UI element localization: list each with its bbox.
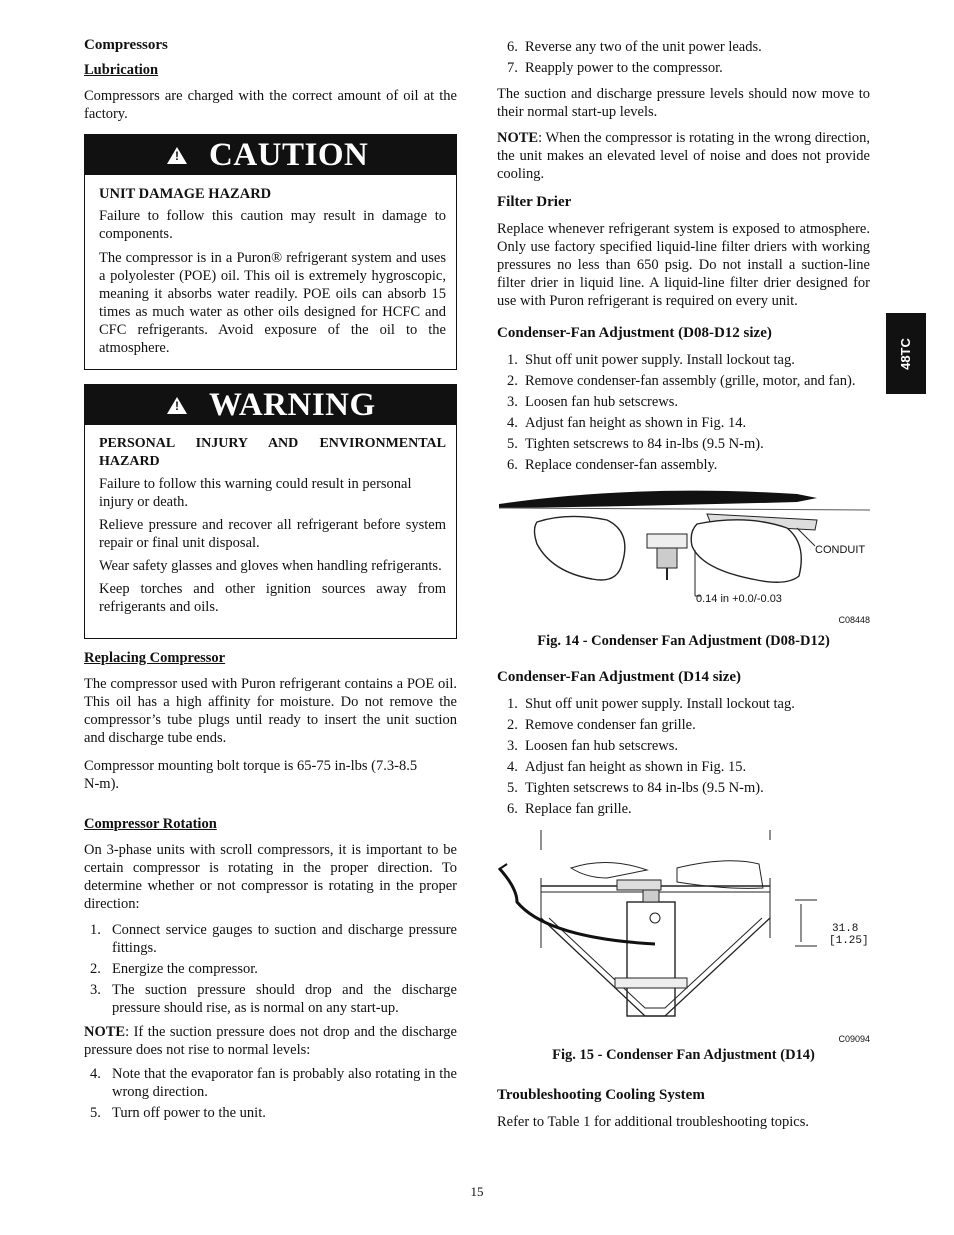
note-suction: NOTE: If the suction pressure does not drop and the discharge pressure does not rise to normal levels: bbox=[84, 1024, 457, 1058]
list-item: 2. Remove condenser fan grille. bbox=[507, 717, 696, 733]
rotation-steps-final bbox=[497, 38, 870, 77]
caution-title: CAUTION bbox=[209, 137, 369, 173]
warning-triangle-icon: ! bbox=[167, 147, 187, 164]
warning-paragraph: Wear safety glasses and gloves when handling refrigerants. bbox=[99, 558, 442, 574]
dimension-mm: 31.8 bbox=[832, 923, 859, 935]
caution-box bbox=[84, 134, 457, 370]
warning-triangle-icon: ! bbox=[167, 397, 187, 414]
list-item: 7. Reapply power to the compressor. bbox=[507, 60, 723, 76]
list-item: 4. Note that the evaporator fan is probably also rotating in the wrong direction. bbox=[90, 1066, 457, 1100]
warning-paragraph: Failure to follow this warning could result in personal injury or death. bbox=[99, 476, 412, 510]
lubrication-text: Compressors are charged with the correct amount of oil at the factory. bbox=[84, 88, 457, 122]
filter-text: Replace whenever refrigerant system is exposed to atmosphere. Only use factory specified liquid-line filter driers with working pressures no less than 650 psig. Do not install a suction-line filter drier in liquid line. A liquid-line filter drier designed for use with Puron refrigerant is required on every unit. bbox=[497, 221, 870, 309]
replacing-heading: Replacing Compressor bbox=[84, 650, 226, 666]
fan1-steps bbox=[497, 351, 870, 474]
list-item: 2. Remove condenser-fan assembly (grille, motor, and fan). bbox=[507, 373, 856, 389]
rotation-text: On 3-phase units with scroll compressors, it is important to be certain compressor is rotating in the proper direction. To determine whether or not compressor is rotating in the proper direction: bbox=[84, 842, 457, 912]
list-item: 6. Reverse any two of the unit power leads. bbox=[507, 39, 762, 55]
warning-banner bbox=[85, 385, 456, 425]
figure-15-caption: Fig. 15 - Condenser Fan Adjustment (D14) bbox=[552, 1047, 815, 1063]
caution-hazard: UNIT DAMAGE HAZARD bbox=[99, 186, 272, 202]
dimension-in: [1.25] bbox=[829, 935, 869, 947]
rotation-steps bbox=[84, 921, 457, 1017]
fan-motor-diagram bbox=[497, 828, 870, 1038]
left-column bbox=[84, 36, 457, 1128]
figure-15 bbox=[497, 828, 870, 1046]
fan2-steps bbox=[497, 695, 870, 818]
figure-14 bbox=[497, 484, 870, 632]
warning-hazard: PERSONAL INJURY AND ENVIRONMENTAL HAZARD bbox=[99, 436, 446, 469]
note-wrong-direction: NOTE: When the compressor is rotating in the wrong direction, the unit makes an elevated level of noise and does not provide cooling. bbox=[497, 130, 870, 182]
list-item: 4. Adjust fan height as shown in Fig. 14. bbox=[507, 415, 747, 431]
caution-paragraph: The compressor is in a Puron® refrigerant system and uses a polyolester (POE) oil. This oil is extremely hygroscopic, meaning it absorbs water readily. POE oils can absorb 15 times as much water as other oils designed for HCFC and CFC refrigerants. Avoid exposure of the oil to the atmosphere. bbox=[99, 250, 446, 356]
list-item: 1. Shut off unit power supply. Install lockout tag. bbox=[507, 696, 795, 712]
torque-text: Compressor mounting bolt torque is 65-75 in-lbs (7.3-8.5 N-m). bbox=[84, 758, 418, 792]
list-item: 5. Tighten setscrews to 84 in-lbs (9.5 N-m). bbox=[507, 780, 764, 796]
rotation-steps-continued bbox=[84, 1065, 457, 1122]
list-item: 3. Loosen fan hub setscrews. bbox=[507, 738, 679, 754]
right-column bbox=[497, 38, 870, 1139]
figure-code: C08448 bbox=[838, 615, 870, 625]
side-tab bbox=[886, 313, 926, 394]
caution-content bbox=[85, 175, 456, 369]
fan1-heading: Condenser-Fan Adjustment (D08-D12 size) bbox=[497, 325, 772, 341]
fan2-heading: Condenser-Fan Adjustment (D14 size) bbox=[497, 669, 742, 685]
suction-levels-text: The suction and discharge pressure levels should now move to their normal start-up levels. bbox=[497, 86, 870, 120]
rotation-heading: Compressor Rotation bbox=[84, 816, 217, 832]
lubrication-heading: Lubrication bbox=[84, 62, 159, 78]
warning-content bbox=[85, 425, 456, 638]
dimension-label: 0.14 in +0.0/-0.03 bbox=[696, 593, 782, 605]
list-item: 5. Tighten setscrews to 84 in-lbs (9.5 N-m). bbox=[507, 436, 764, 452]
replacing-text: The compressor used with Puron refrigerant contains a POE oil. This oil has a high affinity for moisture. Do not remove the compressor’s tube plugs until ready to insert the unit suction and discharge tube ends. bbox=[84, 676, 457, 746]
compressors-heading: Compressors bbox=[84, 37, 168, 53]
trouble-text: Refer to Table 1 for additional troubleshooting topics. bbox=[497, 1114, 810, 1130]
filter-heading: Filter Drier bbox=[497, 194, 572, 210]
warning-box bbox=[84, 384, 457, 639]
warning-title: WARNING bbox=[209, 387, 376, 423]
trouble-heading: Troubleshooting Cooling System bbox=[497, 1087, 705, 1103]
list-item: 1. Connect service gauges to suction and discharge pressure fittings. bbox=[90, 922, 457, 956]
warning-paragraph: Relieve pressure and recover all refrigerant before system repair or final unit disposal. bbox=[99, 517, 446, 551]
conduit-label: CONDUIT bbox=[815, 544, 866, 556]
side-tab-label: 48TC bbox=[897, 337, 913, 370]
list-item: 3. The suction pressure should drop and the discharge pressure should rise, as is normal on any start-up. bbox=[90, 982, 457, 1016]
caution-paragraph: Failure to follow this caution may result in damage to components. bbox=[99, 208, 446, 242]
list-item: 4. Adjust fan height as shown in Fig. 15. bbox=[507, 759, 747, 775]
list-item: 2. Energize the compressor. bbox=[90, 961, 258, 977]
list-item: 6. Replace fan grille. bbox=[507, 801, 632, 817]
list-item: 3. Loosen fan hub setscrews. bbox=[507, 394, 679, 410]
figure-code: C09094 bbox=[838, 1034, 870, 1044]
list-item: 6. Replace condenser-fan assembly. bbox=[507, 457, 718, 473]
caution-banner bbox=[85, 135, 456, 175]
warning-paragraph: Keep torches and other ignition sources away from refrigerants and oils. bbox=[99, 581, 446, 615]
list-item: 5. Turn off power to the unit. bbox=[90, 1105, 266, 1121]
page-number: 15 bbox=[470, 1184, 484, 1199]
figure-14-caption: Fig. 14 - Condenser Fan Adjustment (D08-D12) bbox=[537, 633, 830, 649]
list-item: 1. Shut off unit power supply. Install lockout tag. bbox=[507, 352, 795, 368]
